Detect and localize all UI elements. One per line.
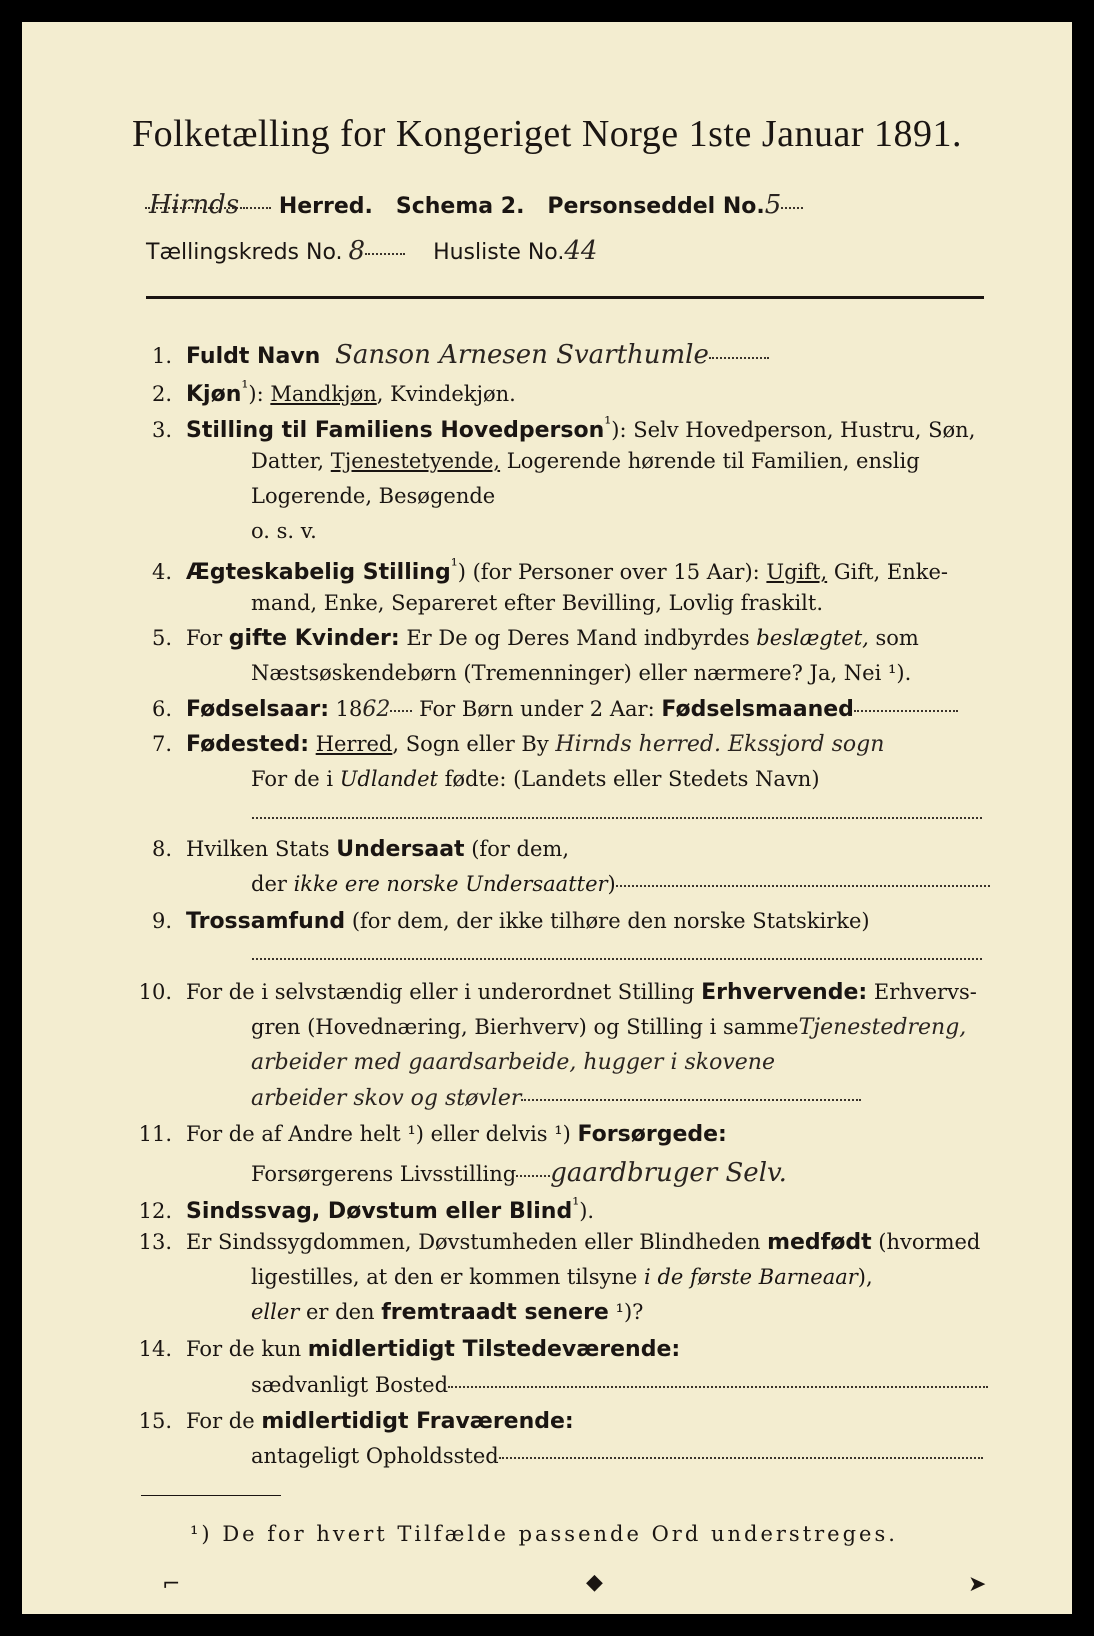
q10-answer2-handwritten: arbeider med gaardsarbeide, hugger i skovene (251, 1050, 775, 1075)
q7-answer-handwritten: Hirnds herred. Ekssjord sogn (555, 732, 885, 757)
q7-line2a: For de i (251, 767, 340, 791)
q5-line2: Næstsøskendebørn (Tremenninger) eller nærmere? Ja, Nei ¹). (251, 661, 912, 685)
q13-line2a: ligestilles, at den er kommen tilsyne (251, 1265, 645, 1289)
q8-line2 (251, 872, 990, 896)
q2-option-mandkjon: Mandkjøn (270, 382, 377, 406)
q8-line2c: ) (607, 872, 616, 896)
q6-label: Fødselsaar: (186, 697, 329, 722)
q7-line2c: fødte: (Landets eller Stedets Navn) (437, 767, 820, 791)
q3-label: Stilling til Familiens Hovedperson (186, 418, 605, 443)
q10-answer-line2 (251, 1050, 775, 1075)
q9-number: 9. (151, 909, 172, 933)
q15-label: midlertidigt Fraværende: (261, 1409, 574, 1434)
q6-label-fodselsmaaned: Fødselsmaaned (661, 697, 854, 722)
form-title: Folketælling for Kongeriget Norge 1ste Januar 1891. (131, 113, 963, 155)
q7-line2 (251, 767, 820, 791)
q8-line2a: der (251, 872, 294, 896)
question-9 (120, 909, 870, 934)
q5-label-pre: For (186, 626, 229, 650)
q11-line2-text: Forsørgerens Livsstilling (251, 1162, 517, 1186)
q4-number: 4. (151, 560, 172, 584)
q8-label-undersaat: Undersaat (336, 837, 465, 862)
q15-line2 (251, 1444, 983, 1468)
q6-year-handwritten: 62 (362, 697, 391, 722)
q15-line2-text: antageligt Opholdssted (251, 1444, 499, 1468)
q10-label-erhvervende: Erhvervende: (701, 980, 868, 1005)
question-10 (120, 980, 977, 1005)
question-11 (120, 1122, 727, 1147)
q4-option-ugift: Ugift, (766, 560, 828, 584)
footnote-text: De for hvert Tilfælde passende Ord understreges. (222, 1522, 898, 1546)
q11-line2 (251, 1158, 787, 1188)
question-15 (120, 1409, 574, 1434)
q11-label-forsorgede: Forsørgede: (577, 1122, 727, 1147)
q1-answer-handwritten: Sanson Arnesen Svarthumle (335, 340, 709, 370)
q8-number: 8. (151, 837, 172, 861)
question-3 (120, 414, 975, 443)
corner-mark-left: ⌐ (162, 1572, 181, 1597)
q1-number: 1. (151, 344, 172, 368)
question-12 (120, 1195, 594, 1224)
q7-line2b: Udlandet (339, 767, 438, 791)
q13-label-fremtraadt: fremtraadt senere (381, 1300, 609, 1325)
q5-number: 5. (151, 626, 172, 650)
q3-line2a: Datter, (251, 449, 331, 473)
q6-number: 6. (151, 697, 172, 721)
q13-line1a: Er Sindssygdommen, Døvstumheden eller Blindheden (186, 1230, 768, 1254)
q13-line2 (251, 1265, 873, 1289)
q9-answer-line (252, 945, 982, 969)
q10-line1c: Erhvervs- (867, 980, 977, 1004)
q13-line3d: ¹)? (608, 1300, 644, 1324)
q7-text-c: , Sogn eller By (392, 732, 549, 756)
q3-line2c: Logerende hørende til Familien, enslig (500, 449, 920, 473)
q5-line1a: Er De og Deres Mand indbyrdes (399, 626, 757, 650)
q3-line2 (251, 449, 920, 473)
question-7 (120, 732, 884, 757)
q4-line1c: Gift, Enke- (827, 560, 948, 584)
q2-option-kvindekjon: , Kvindekjøn. (376, 382, 516, 406)
q14-label: midlertidigt Tilstedeværende: (307, 1337, 681, 1362)
q8-line2b: ikke ere norske Undersaatter (293, 872, 608, 896)
question-6 (120, 697, 958, 722)
q13-label-medfodt: medfødt (767, 1230, 872, 1255)
q2-number: 2. (151, 382, 172, 406)
q13-line3 (251, 1300, 643, 1325)
q12-footnote-mark: ¹ (572, 1195, 580, 1215)
schema-label: Schema 2. (395, 194, 525, 219)
q14-line2-text: sædvanligt Bosted (251, 1373, 449, 1397)
q4-label: Ægteskabelig Stilling (186, 560, 451, 585)
footnote-mark: ¹) (190, 1522, 213, 1546)
q5-label: gifte Kvinder: (228, 626, 400, 651)
q1-label: Fuldt Navn (186, 344, 321, 369)
q4-line1a: ) (for Personer over 15 Aar): (457, 560, 767, 584)
q12-end: ). (579, 1199, 595, 1223)
q13-line2c: ), (857, 1265, 873, 1289)
q10-line2-text: gren (Hovednæring, Bierhverv) og Stilling i samme (251, 1015, 799, 1039)
q3-option-tjenestetyende: Tjenestetyende, (330, 449, 501, 473)
herred-label: Herred. (278, 194, 373, 219)
footnote-rule (141, 1495, 281, 1496)
q5-line1c: som (868, 626, 919, 650)
q4-footnote-mark: ¹ (450, 556, 458, 576)
q10-answer1-handwritten: Tjenestedreng, (798, 1015, 967, 1040)
q13-line3b: er den (299, 1300, 382, 1324)
q5-line1b: beslægtet, (756, 626, 869, 650)
husliste-number: 44 (564, 236, 598, 266)
q3-line3: Logerende, Besøgende (251, 484, 496, 508)
q2-text-a: ): (248, 382, 271, 406)
q3-line1: ): Selv Hovedperson, Hustru, Søn, (611, 418, 976, 442)
q14-number: 14. (138, 1337, 172, 1361)
q10-line1a: For de i selvstændig eller i underordnet Stilling (186, 980, 702, 1004)
q14-line2 (251, 1373, 988, 1397)
q11-answer-handwritten: gaardbruger Selv. (550, 1158, 787, 1188)
q13-line3a: eller (251, 1300, 300, 1324)
personseddel-number: 5 (764, 190, 782, 220)
q15-line1a: For de (186, 1409, 262, 1433)
footnote (190, 1522, 898, 1546)
q9-text: (for dem, der ikke tilhøre den norske Statskirke) (345, 909, 870, 933)
q2-label: Kjøn (186, 382, 242, 407)
q8-line1a: Hvilken Stats (186, 837, 337, 861)
header-rule (146, 296, 984, 299)
q10-answer-line3 (251, 1086, 861, 1111)
q2-footnote-mark: ¹ (241, 378, 249, 398)
q8-line1c: (for dem, (464, 837, 570, 861)
q4-line2: mand, Enke, Separeret efter Bevilling, Lovlig fraskilt. (251, 591, 824, 615)
question-4 (120, 556, 948, 585)
q6-year-prefix: 18 (329, 697, 363, 721)
q10-answer3-handwritten: arbeider skov og støvler (251, 1086, 522, 1111)
herred-name-handwritten: Hirnds (149, 190, 240, 220)
taellingskreds-label: Tællingskreds No. (146, 240, 343, 265)
q6-text: For Børn under 2 Aar: (412, 697, 662, 721)
q7-text-a (309, 732, 316, 756)
personseddel-label: Personseddel No. (547, 194, 765, 219)
question-14 (120, 1337, 680, 1362)
q7-label: Fødested: (186, 732, 309, 757)
q13-line1c: (hvormed (871, 1230, 981, 1254)
q13-line2b: i de første Barneaar (644, 1265, 858, 1289)
herred-schema-line (145, 190, 803, 220)
q14-line1a: For de kun (186, 1337, 308, 1361)
q10-number: 10. (138, 980, 172, 1004)
q3-footnote-mark: ¹ (604, 414, 612, 434)
q7-option-herred: Herred (315, 732, 393, 756)
question-5 (120, 626, 919, 651)
q9-label: Trossamfund (186, 909, 346, 934)
q15-number: 15. (138, 1409, 172, 1433)
q7-number: 7. (151, 732, 172, 756)
q3-number: 3. (151, 418, 172, 442)
corner-mark-right: ➤ (968, 1572, 987, 1597)
q11-number: 11. (138, 1122, 172, 1146)
question-13 (120, 1230, 980, 1255)
q10-line2 (251, 1015, 966, 1040)
q13-number: 13. (138, 1230, 172, 1254)
taellingskreds-number: 8 (348, 236, 366, 266)
question-1 (120, 340, 769, 370)
question-8 (120, 837, 569, 862)
husliste-label: Husliste No. (433, 240, 565, 265)
center-mark: ◆ (586, 1570, 603, 1595)
q7-answer-line (252, 804, 982, 828)
q11-line1a: For de af Andre helt ¹) eller delvis ¹) (186, 1122, 578, 1146)
q12-label: Sindssvag, Døvstum eller Blind (186, 1199, 573, 1224)
taellingskreds-line (146, 236, 597, 266)
question-2 (120, 378, 516, 407)
q3-line4: o. s. v. (251, 519, 317, 543)
q12-number: 12. (138, 1199, 172, 1223)
